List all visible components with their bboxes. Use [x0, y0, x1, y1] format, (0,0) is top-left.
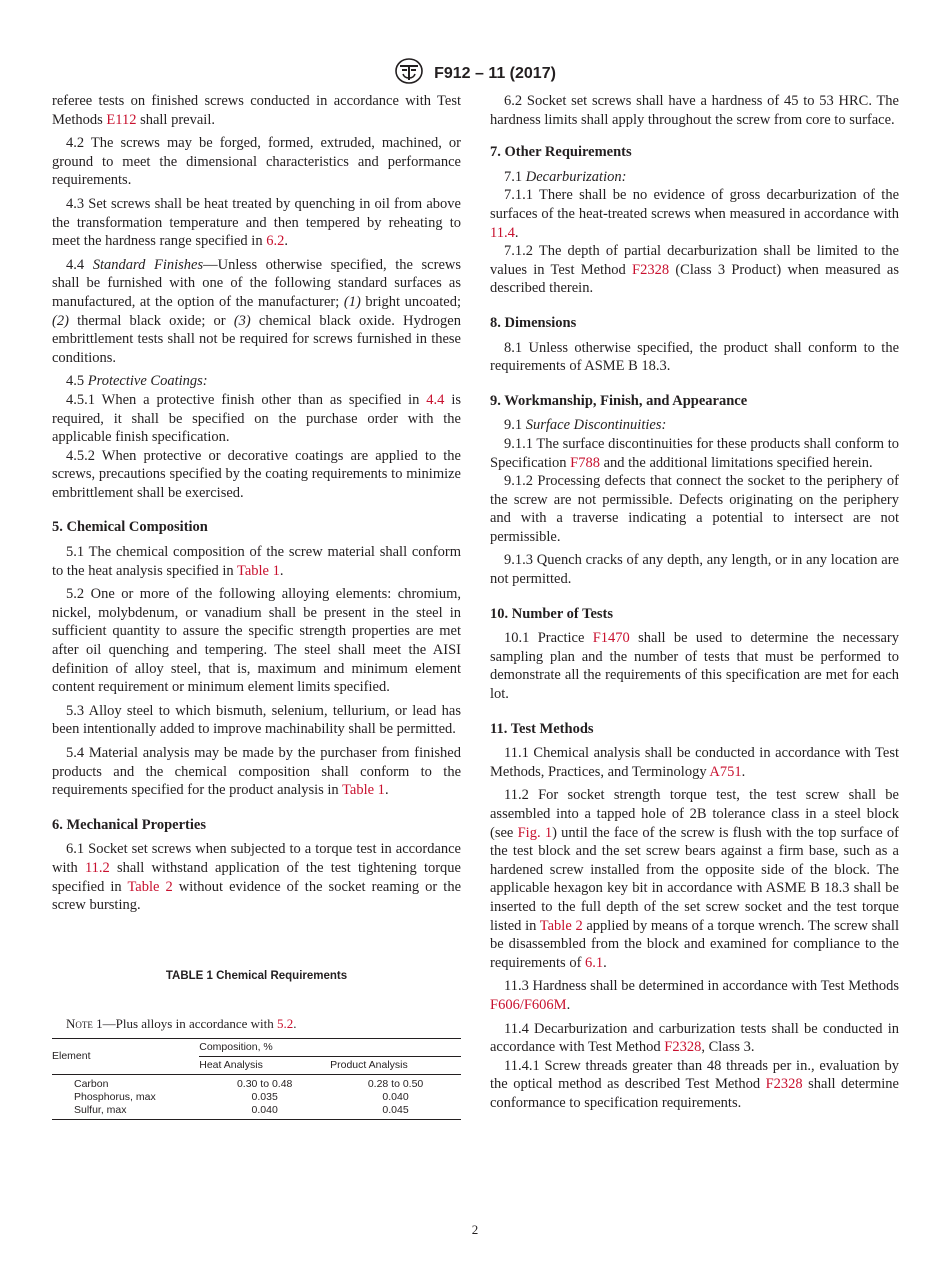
cell-heat: 0.30 to 0.48	[236, 1077, 293, 1090]
paragraph-11-4-1: 11.4.1 Screw threads greater than 48 threads per in., evaluation by the optical method as described Test Method F2328 shall determine conformance to specification requirements.	[490, 1057, 899, 1111]
ref-link[interactable]: Table 1	[236, 562, 280, 579]
ref-link[interactable]: Table 1	[342, 782, 385, 799]
section-heading-7: 7. Other Requirements	[490, 144, 632, 161]
paragraph-11-1: 11.1 Chemical analysis shall be conducted in accordance with Test Methods, Practices, and Terminology A751.	[490, 745, 899, 780]
paragraph-11-3: 11.3 Hardness shall be determined in accordance with Test Methods F606/F606M.	[490, 978, 899, 1013]
paragraph-4-5-2: 4.5.2 When protective or decorative coatings are applied to the screws, precautions specified by the coating requirements to minimize embrittlement shall be exercised.	[52, 447, 461, 501]
paragraph-5-3: 5.3 Alloy steel to which bismuth, selenium, tellurium, or lead has been intentionally added to improve machinability shall be permitted.	[52, 702, 461, 738]
table-row	[52, 1104, 461, 1120]
left-column	[52, 92, 461, 1120]
paragraph-7-1-2: 7.1.2 The depth of partial decarburization shall be limited to the values in Test Method F2328 (Class 3 Product) when measured as described therein.	[490, 243, 899, 297]
ref-link[interactable]: E112	[106, 111, 137, 128]
paragraph-9-1: 9.1 Surface Discontinuities:	[504, 417, 667, 434]
ref-link[interactable]: 5.2	[277, 1016, 294, 1032]
paragraph-5-4: 5.4 Material analysis may be made by the purchaser from finished products and the chemical composition shall conform to the requirements specified for the product analysis in Table 1.	[52, 745, 461, 799]
section-heading-8: 8. Dimensions	[490, 314, 577, 331]
paragraph-4-4: 4.4 Standard Finishes—Unless otherwise specified, the screws shall be furnished with one of the following standard surfaces as manufactured, at the option of the manufacturer; (1) bright uncoated; (2) thermal black oxide; or (3) chemical black oxide. Hydrogen embrittlement tests shall not be required for screws furnished in these conditions.	[52, 256, 461, 366]
page-number: 2	[471, 1222, 479, 1237]
paragraph-9-1-2: 9.1.2 Processing defects that connect the socket to the periphery of the screw are not permissible. Defects originating on the periphery and with a traverse indicating a potential to intersect are not permissible.	[490, 473, 899, 545]
cell-element: Carbon	[74, 1077, 109, 1090]
table-1	[52, 967, 461, 1120]
paragraph-continuation: referee tests on finished screws conducted in accordance with Test Methods E112 shall prevail.	[52, 93, 461, 128]
ref-link[interactable]: F1470	[592, 630, 630, 647]
ref-link[interactable]: Table 2	[539, 917, 583, 934]
paragraph-4-2: 4.2 The screws may be forged, formed, extruded, machined, or ground to meet the dimensional characteristics and performance requirements.	[52, 135, 461, 189]
paragraph-7-1: 7.1 Decarburization:	[504, 168, 627, 185]
column-header-heat-analysis: Heat Analysis	[199, 1058, 263, 1071]
column-header-product-analysis: Product Analysis	[330, 1058, 408, 1071]
ref-link[interactable]: 6.2	[266, 233, 285, 250]
cell-product: 0.28 to 0.50	[367, 1077, 424, 1090]
ref-link[interactable]: A751	[709, 763, 742, 780]
document-designation: F912 – 11 (2017)	[434, 64, 556, 82]
paragraph-5-1: 5.1 The chemical composition of the screw material shall conform to the heat analysis specified in Table 1.	[52, 544, 461, 579]
paragraph-8-1: 8.1 Unless otherwise specified, the product shall conform to the requirements of ASME B 18.3.	[490, 339, 899, 375]
cell-heat: 0.040	[251, 1103, 278, 1116]
cell-product: 0.040	[382, 1090, 409, 1103]
paragraph-9-1-3: 9.1.3 Quench cracks of any depth, any length, or in any location are not permitted.	[490, 552, 899, 588]
section-heading-9: 9. Workmanship, Finish, and Appearance	[490, 392, 748, 409]
section-heading-10: 10. Number of Tests	[490, 605, 613, 622]
paragraph-6-1: 6.1 Socket set screws when subjected to a torque test in accordance with 11.2 shall withstand application of the test tightening torque specified in Table 2 without evidence of the socket reaming or the screw bursting.	[52, 841, 462, 914]
table-row	[52, 1074, 461, 1091]
ref-link[interactable]: 11.4	[490, 224, 515, 241]
ref-link[interactable]: Fig. 1	[517, 824, 553, 841]
table-caption: TABLE 1 Chemical Requirements	[165, 969, 348, 982]
ref-link[interactable]: F788	[570, 454, 600, 471]
paragraph-5-2: 5.2 One or more of the following alloying elements: chromium, nickel, molybdenum, or vanadium shall be present in the steel in sufficient quantity to assure the specific strength properties are met after oil quenching and tempering. The steel shall meet the AISI definition of alloy steel, that is, maximum and minimum element content requirement or minimum element limits specified.	[52, 586, 461, 696]
paragraph-10-1: 10.1 Practice F1470 shall be used to determine the necessary sampling plan and the number of tests that must be performed to demonstrate all the requirements of this specification are met for each lot.	[490, 630, 899, 703]
paragraph-7-1-1: 7.1.1 There shall be no evidence of gross decarburization of the surfaces of the heat-treated screws when measured in accordance with 11.4.	[490, 187, 899, 241]
section-heading-5: 5. Chemical Composition	[52, 519, 208, 536]
ref-link[interactable]: 4.4	[426, 391, 445, 408]
table-note: Note 1—Plus alloys in accordance with 5.2.	[66, 1016, 297, 1032]
paragraph-11-4: 11.4 Decarburization and carburization tests shall be conducted in accordance with Test Method F2328, Class 3.	[490, 1020, 899, 1056]
page-header	[0, 58, 950, 84]
cell-heat: 0.035	[251, 1090, 278, 1103]
column-header-element: Element	[52, 1038, 199, 1074]
paragraph-4-5: 4.5 Protective Coatings:	[66, 373, 208, 390]
right-column	[490, 92, 899, 1118]
ref-link[interactable]: F2328	[632, 261, 670, 278]
paragraph-4-3: 4.3 Set screws shall be heat treated by quenching in oil from above the transformation temperature and then tempered by reheating to meet the hardness range specified in 6.2.	[52, 195, 461, 250]
ref-link[interactable]: Table 2	[127, 878, 173, 895]
column-header-composition: Composition, %	[199, 1038, 461, 1056]
paragraph-4-5-1: 4.5.1 When a protective finish other than as specified in 4.4 is required, it shall be specified on the purchase order with the applicable finish specification.	[52, 391, 461, 446]
ref-link[interactable]: 11.2	[84, 859, 110, 876]
ref-link[interactable]: F2328	[664, 1039, 702, 1056]
chemical-requirements-table	[52, 1038, 461, 1120]
ref-link[interactable]: 6.1	[585, 954, 604, 971]
table-row	[52, 1091, 461, 1104]
section-heading-11: 11. Test Methods	[490, 720, 594, 737]
ref-link[interactable]: F2328	[765, 1076, 803, 1093]
cell-element: Phosphorus, max	[74, 1090, 156, 1103]
cell-element: Sulfur, max	[74, 1103, 127, 1116]
cell-product: 0.045	[382, 1103, 409, 1116]
ref-link[interactable]: F606/F606M	[490, 996, 567, 1013]
section-heading-6: 6. Mechanical Properties	[52, 816, 206, 833]
astm-logo-icon	[394, 58, 424, 89]
paragraph-11-2: 11.2 For socket strength torque test, the test screw shall be assembled into a tapped hole of 2B tolerance class in a steel block (see Fig. 1) until the face of the screw is flush with the top surface of the test block and the set screw bears against a firm base, such as a hardened screw installed from the opposite side of the block. The applicable hexagon key bit in accordance with ASME B 18.3 shall be inserted to the full depth of the set screw socket and the test torque listed in Table 2 applied by means of a torque wrench. The screw shall be disassembled from the block and examined for compliance to the requirements of 6.1.	[490, 787, 899, 971]
paragraph-9-1-1: 9.1.1 The surface discontinuities for these products shall conform to Specification F788 and the additional limitations specified herein.	[490, 435, 899, 471]
paragraph-6-2: 6.2 Socket set screws shall have a hardness of 45 to 53 HRC. The hardness limits shall apply throughout the screw from core to surface.	[490, 93, 899, 128]
